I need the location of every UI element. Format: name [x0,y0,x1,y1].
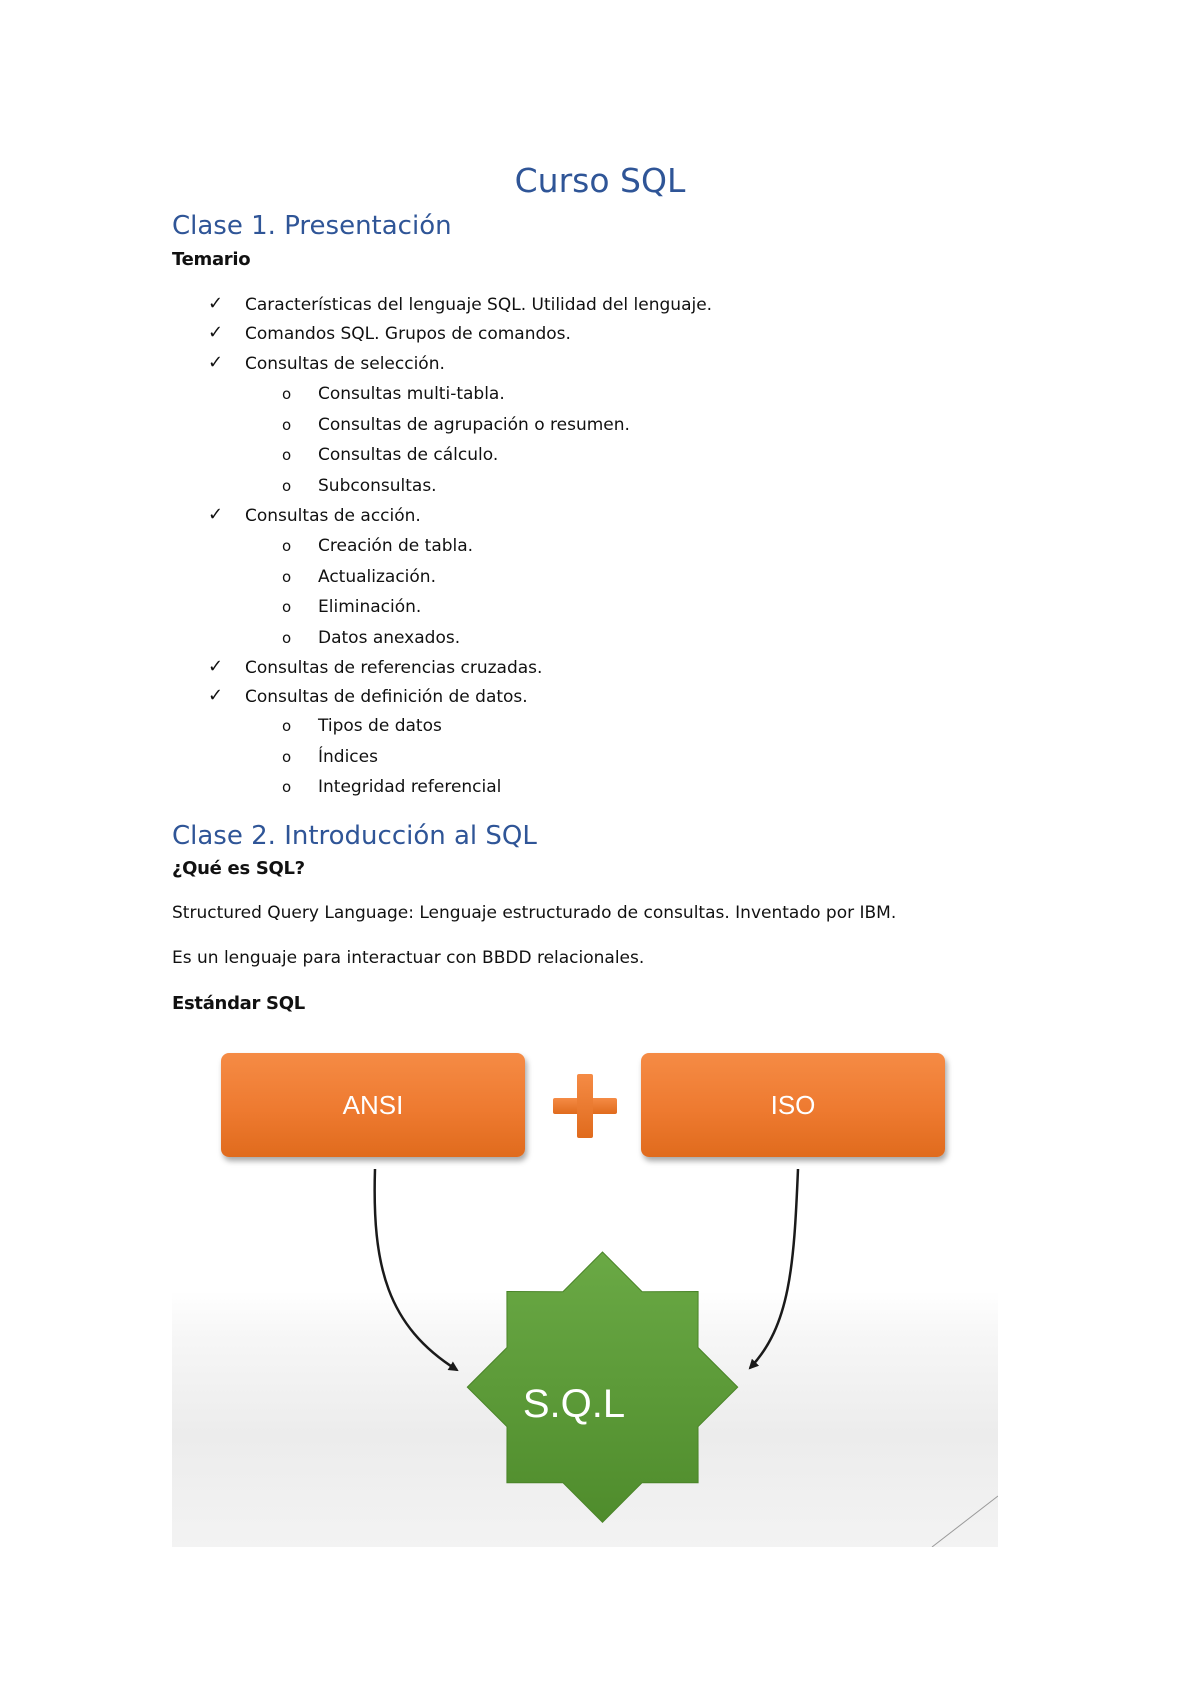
list-item-text: Consultas de definición de datos. [245,687,528,707]
circle-bullet-icon: o [282,598,292,616]
circle-bullet-icon: o [282,568,292,586]
sql-label: S.Q.L [522,1382,626,1426]
circle-bullet-icon: o [282,778,292,796]
checkmark-icon: ✓ [208,685,224,706]
list-item-text: Eliminación. [318,597,422,617]
checkmark-icon: ✓ [208,352,224,373]
plus-icon [553,1074,617,1138]
list-item-text: Tipos de datos [318,716,442,736]
list-item-text: Subconsultas. [318,476,437,496]
list-item-text: Consultas multi-tabla. [318,384,505,404]
arrow-iso-to-sql [750,1169,798,1368]
que-es-sql-subheading: ¿Qué es SQL? [172,858,305,879]
iso-box: ISO [641,1053,945,1157]
decorative-corner-line [932,1496,998,1547]
paragraph-description: Es un lenguaje para interactuar con BBDD relacionales. [172,948,645,968]
ansi-box: ANSI [221,1053,525,1157]
list-item-text: Consultas de selección. [245,354,445,374]
temario-subheading: Temario [172,249,251,270]
circle-bullet-icon: o [282,537,292,555]
list-item-text: Consultas de referencias cruzadas. [245,658,543,678]
document-title: Curso SQL [514,161,686,200]
circle-bullet-icon: o [282,717,292,735]
arrow-ansi-to-sql [375,1169,457,1370]
clase1-heading: Clase 1. Presentación [172,211,452,241]
list-item-text: Características del lenguaje SQL. Utilidad del lenguaje. [245,295,713,315]
list-item-text: Consultas de acción. [245,506,421,526]
list-item-text: Comandos SQL. Grupos de comandos. [245,324,571,344]
circle-bullet-icon: o [282,416,292,434]
list-item-text: Datos anexados. [318,628,461,648]
list-item-text: Índices [318,747,378,767]
list-item-text: Creación de tabla. [318,536,474,556]
checkmark-icon: ✓ [208,293,224,314]
list-item-text: Consultas de cálculo. [318,445,499,465]
estandar-sql-subheading: Estándar SQL [172,993,305,1014]
sql-standard-diagram [172,1036,998,1547]
clase2-heading: Clase 2. Introducción al SQL [172,821,537,851]
paragraph-definition: Structured Query Language: Lenguaje estructurado de consultas. Inventado por IBM. [172,903,897,923]
list-item-text: Actualización. [318,567,436,587]
list-item-text: Integridad referencial [318,777,502,797]
circle-bullet-icon: o [282,385,292,403]
checkmark-icon: ✓ [208,504,224,525]
circle-bullet-icon: o [282,446,292,464]
list-item-text: Consultas de agrupación o resumen. [318,415,630,435]
circle-bullet-icon: o [282,477,292,495]
circle-bullet-icon: o [282,629,292,647]
checkmark-icon: ✓ [208,322,224,343]
circle-bullet-icon: o [282,748,292,766]
checkmark-icon: ✓ [208,656,224,677]
